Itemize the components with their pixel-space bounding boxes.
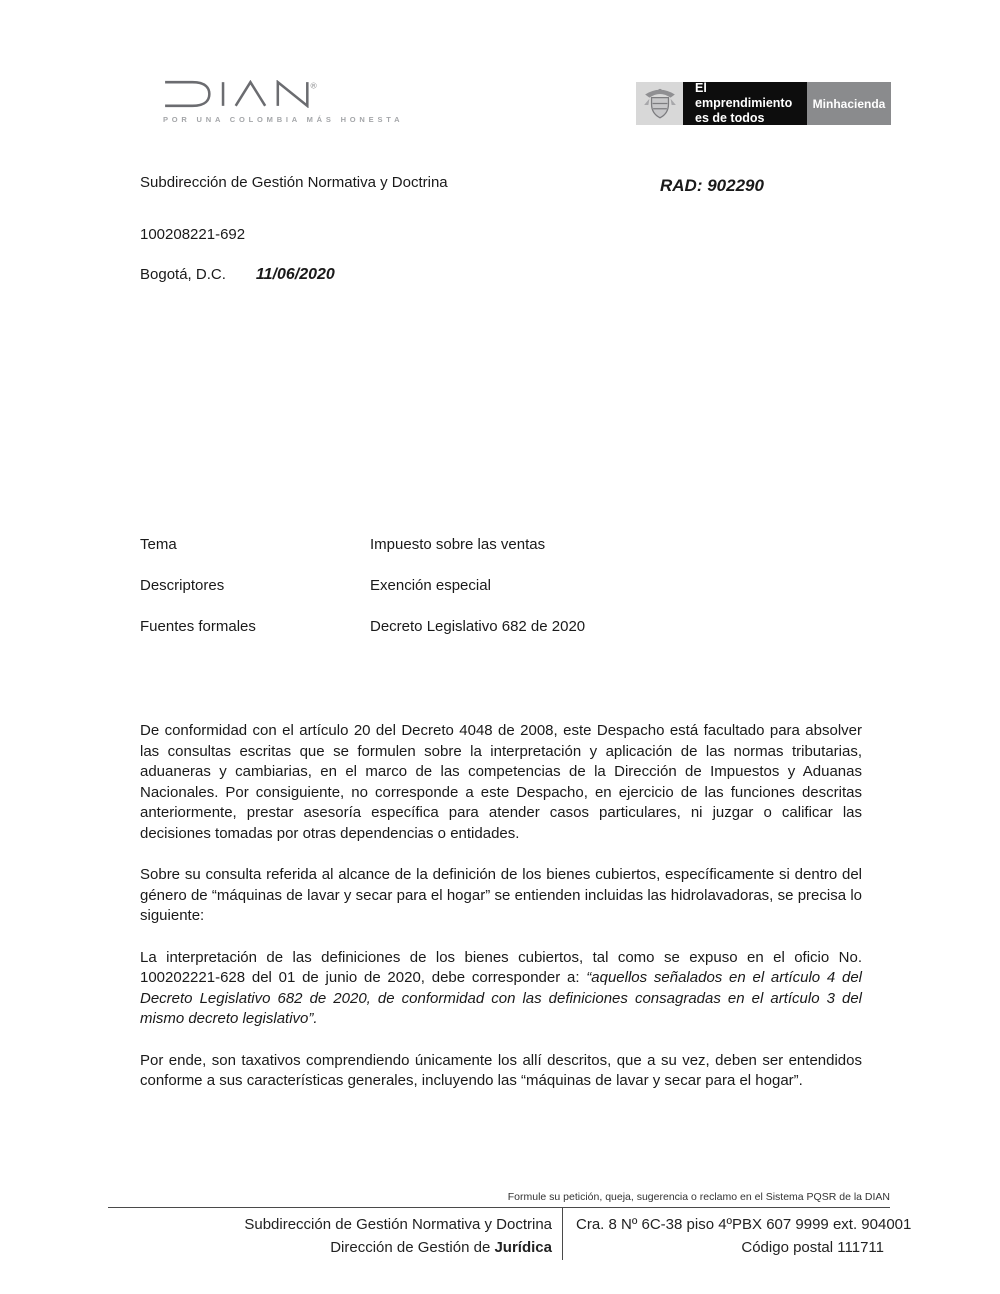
meta-row-tema bbox=[140, 536, 585, 554]
footer-direction-line bbox=[140, 1236, 552, 1259]
colombia-coat-of-arms-icon bbox=[636, 82, 683, 125]
paragraph-1: De conformidad con el artículo 20 del Decreto 4048 de 2008, este Despacho está facultado para absolver las consultas escritas que se formulen sobre la interpretación y aplicación de las normas tributarias, aduaneras y cambiarias, en el marco de las competencias de la Dirección de Impuestos y Aduanas Nacionales. Por consiguiente, no corresponde a este Despacho, en ejercicio de las funciones descritas anteriormente, prestar asesoría específica para atender casos particulares, ni juzgar o calificar las decisiones tomadas por otras dependencias o entidades. bbox=[140, 722, 862, 842]
letter-body bbox=[140, 721, 862, 1112]
footer-divider-horizontal bbox=[108, 1207, 890, 1208]
meta-value: Decreto Legislativo 682 de 2020 bbox=[370, 618, 586, 635]
paragraph-3-text: La interpretación de las definiciones de los bienes cubiertos, tal como se expuso en el oficio No. 100202221-628 del 01 de junio de 2020, debe corresponder a: bbox=[140, 948, 862, 987]
city-label: Bogotá, D.C. bbox=[140, 266, 226, 283]
meta-value: Exención especial bbox=[370, 577, 491, 594]
government-slogan bbox=[683, 82, 807, 125]
paragraph-2: Sobre su consulta referida al alcance de la definición de los bienes cubiertos, específicamente si dentro del género de “máquinas de lavar y secar para el hogar” se entienden incluidas las hidrolavadoras, se precisa lo siguiente: bbox=[140, 866, 862, 925]
meta-label: Descriptores bbox=[140, 577, 225, 594]
city-date-line bbox=[140, 266, 335, 284]
dian-tagline: POR UNA COLOMBIA MÁS HONESTA bbox=[163, 115, 404, 124]
ministry-label: Minhacienda bbox=[807, 82, 891, 125]
registered-mark-icon: ® bbox=[310, 80, 317, 91]
rad-number: RAD: 902290 bbox=[660, 176, 764, 195]
footer-address: Cra. 8 Nº 6C-38 piso 4º bbox=[576, 1216, 733, 1233]
meta-label: Fuentes formales bbox=[140, 618, 256, 635]
footer-pbx: PBX 607 9999 ext. 904001 bbox=[732, 1216, 912, 1233]
pqsr-notice: Formule su petición, queja, sugerencia o reclamo en el Sistema PQSR de la DIAN bbox=[507, 1191, 890, 1203]
letter-meta bbox=[140, 536, 585, 659]
footer-direction-bold: Jurídica bbox=[494, 1239, 552, 1256]
paragraph-3 bbox=[140, 948, 862, 1030]
slogan-line-1: El emprendimiento bbox=[695, 81, 793, 110]
letter-date: 11/06/2020 bbox=[255, 266, 335, 283]
paragraph-4: Por ende, son taxativos comprendiendo únicamente los allí descritos, que a su vez, deben ser entendidos conforme a sus características generales, incluyendo las “máquinas de lavar y secar para el hogar”. bbox=[140, 1051, 862, 1090]
footer-divider-vertical bbox=[562, 1207, 563, 1260]
footer-direction-prefix: Dirección de Gestión de bbox=[330, 1239, 495, 1256]
footer-department: Subdirección de Gestión Normativa y Doctrina bbox=[244, 1216, 552, 1233]
footer-left-block bbox=[140, 1213, 552, 1259]
government-banner bbox=[636, 82, 891, 125]
dian-logo bbox=[163, 80, 403, 124]
footer-contact-line bbox=[576, 1213, 912, 1236]
slogan-line-2: es de todos bbox=[695, 111, 765, 125]
paragraph-3-quote: “aquellos señalados en el artículo 4 del Decreto Legislativo 682 de 2020, de conformidad con las definiciones consagradas en el artículo 3 del mismo decreto legislativo”. bbox=[140, 969, 862, 1028]
meta-label: Tema bbox=[140, 536, 177, 553]
footer-postal-code: Código postal 111711 bbox=[741, 1239, 884, 1256]
meta-row-fuentes-formales bbox=[140, 618, 585, 636]
footer-right-block bbox=[576, 1213, 912, 1259]
meta-row-descriptores bbox=[140, 577, 585, 595]
department-name: Subdirección de Gestión Normativa y Doctrina bbox=[140, 174, 448, 191]
dian-logo-icon bbox=[163, 80, 403, 108]
reference-number: 100208221-692 bbox=[140, 226, 246, 243]
meta-value: Impuesto sobre las ventas bbox=[370, 536, 546, 553]
